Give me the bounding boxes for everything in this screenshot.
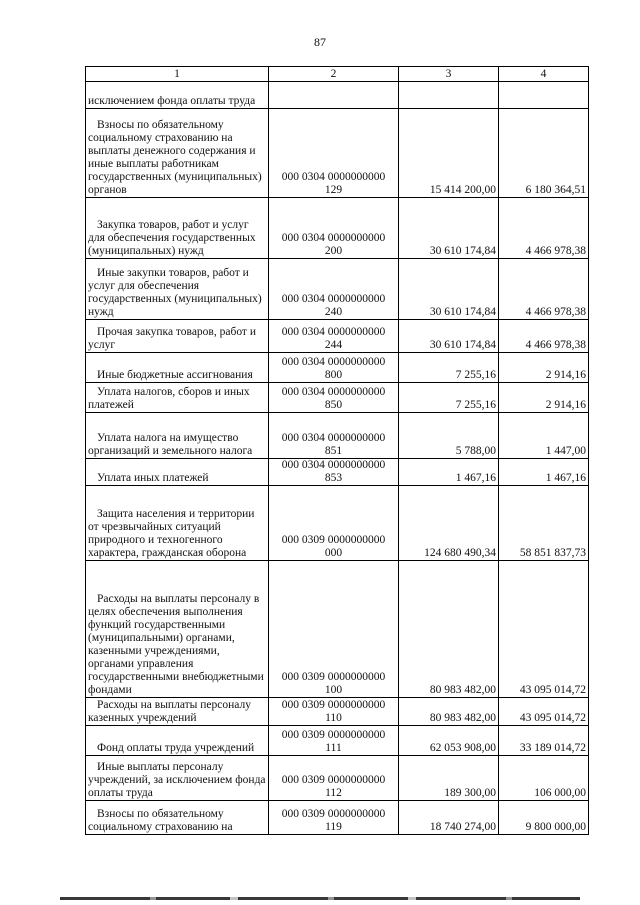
- code-prefix: 000 0309 0000000000: [281, 699, 386, 711]
- code-suffix: 000: [324, 547, 343, 559]
- row-code: [269, 801, 399, 835]
- code-prefix: 000 0309 0000000000: [281, 774, 386, 786]
- row-code: [269, 383, 399, 413]
- row-name: Уплата налогов, сборов и иных платежей: [86, 383, 269, 413]
- row-value-col4: 4 466 978,38: [499, 320, 589, 353]
- table-row: [86, 756, 589, 801]
- row-value-col3: 1 467,16: [399, 459, 499, 486]
- table-row: [86, 259, 589, 320]
- code-suffix: 100: [324, 684, 343, 696]
- row-name: Иные закупки товаров, работ и услуг для обеспечения государственных (муниципальных) нужд: [86, 259, 269, 320]
- row-value-col3: 124 680 490,34: [399, 486, 499, 561]
- row-code: [269, 259, 399, 320]
- row-code: [269, 726, 399, 756]
- row-code: [269, 698, 399, 726]
- row-value-col3: 18 740 274,00: [399, 801, 499, 835]
- row-value-col3: 189 300,00: [399, 756, 499, 801]
- code-suffix: 110: [325, 712, 342, 724]
- row-value-col4: 2 914,16: [499, 383, 589, 413]
- row-name: Иные бюджетные ассигнования: [86, 353, 269, 383]
- table-row: [86, 801, 589, 835]
- table-row: [86, 320, 589, 353]
- row-code: [269, 353, 399, 383]
- code-prefix: 000 0304 0000000000: [281, 293, 386, 305]
- code-prefix: 000 0304 0000000000: [281, 386, 386, 398]
- code-prefix: 000 0304 0000000000: [281, 432, 386, 444]
- row-value-col4: 43 095 014,72: [499, 561, 589, 698]
- code-suffix: 112: [325, 787, 342, 799]
- code-prefix: 000 0304 0000000000: [281, 232, 386, 244]
- row-name: Уплата налога на имущество организаций и земельного налога: [86, 413, 269, 459]
- page-number: 87: [314, 35, 326, 49]
- row-value-col4: 106 000,00: [499, 756, 589, 801]
- table-row: [86, 726, 589, 756]
- code-suffix: 111: [325, 742, 342, 754]
- row-value-col4: [499, 82, 589, 109]
- column-header: 3: [399, 67, 499, 82]
- row-value-col4: 58 851 837,73: [499, 486, 589, 561]
- row-value-col4: 9 800 000,00: [499, 801, 589, 835]
- row-value-col4: 33 189 014,72: [499, 726, 589, 756]
- code-suffix: 129: [324, 184, 343, 196]
- row-name: Защита населения и территории от чрезвычайных ситуаций природного и техногенного характера, гражданская оборона: [86, 486, 269, 561]
- table-row: [86, 109, 589, 198]
- row-value-col4: 2 914,16: [499, 353, 589, 383]
- row-name: Взносы по обязательному социальному страхованию на: [86, 801, 269, 835]
- code-prefix: 000 0309 0000000000: [281, 808, 386, 820]
- code-suffix: 119: [325, 821, 342, 833]
- code-suffix: 800: [324, 369, 343, 381]
- row-value-col4: 6 180 364,51: [499, 109, 589, 198]
- code-prefix: 000 0309 0000000000: [281, 534, 386, 546]
- row-code: [269, 486, 399, 561]
- row-value-col3: 80 983 482,00: [399, 561, 499, 698]
- row-value-col3: [399, 82, 499, 109]
- row-value-col4: 43 095 014,72: [499, 698, 589, 726]
- row-value-col3: 30 610 174,84: [399, 259, 499, 320]
- scan-edge-line: [60, 897, 580, 900]
- table-row: [86, 82, 589, 109]
- code-suffix: 850: [324, 399, 343, 411]
- column-header: 4: [499, 67, 589, 82]
- table-row: [86, 413, 589, 459]
- row-name: исключением фонда оплаты труда: [86, 82, 269, 109]
- row-value-col4: 1 447,00: [499, 413, 589, 459]
- row-value-col3: 7 255,16: [399, 383, 499, 413]
- row-name: Закупка товаров, работ и услуг для обеспечения государственных (муниципальных) нужд: [86, 198, 269, 259]
- row-value-col4: 4 466 978,38: [499, 259, 589, 320]
- row-name: Расходы на выплаты персоналу казенных учреждений: [86, 698, 269, 726]
- code-prefix: 000 0309 0000000000: [281, 729, 386, 741]
- row-code: [269, 413, 399, 459]
- row-code: [269, 561, 399, 698]
- row-name: Уплата иных платежей: [86, 459, 269, 486]
- column-header: 1: [86, 67, 269, 82]
- table-row: [86, 459, 589, 486]
- table-row: [86, 698, 589, 726]
- code-suffix: 244: [324, 339, 343, 351]
- code-suffix: 240: [324, 306, 343, 318]
- row-value-col3: 30 610 174,84: [399, 198, 499, 259]
- code-suffix: 851: [324, 445, 343, 457]
- code-prefix: 000 0309 0000000000: [281, 671, 386, 683]
- row-value-col3: 80 983 482,00: [399, 698, 499, 726]
- row-code: [269, 109, 399, 198]
- row-value-col3: 30 610 174,84: [399, 320, 499, 353]
- row-value-col4: 4 466 978,38: [499, 198, 589, 259]
- table-row: [86, 353, 589, 383]
- table-row: [86, 198, 589, 259]
- row-value-col3: 7 255,16: [399, 353, 499, 383]
- row-name: Прочая закупка товаров, работ и услуг: [86, 320, 269, 353]
- row-value-col4: 1 467,16: [499, 459, 589, 486]
- row-value-col3: 15 414 200,00: [399, 109, 499, 198]
- row-code: [269, 82, 399, 109]
- row-value-col3: 5 788,00: [399, 413, 499, 459]
- code-prefix: 000 0304 0000000000: [281, 171, 386, 183]
- code-prefix: 000 0304 0000000000: [281, 459, 386, 471]
- row-name: Иные выплаты персоналу учреждений, за исключением фонда оплаты труда: [86, 756, 269, 801]
- row-code: [269, 320, 399, 353]
- table-header-row: [86, 67, 589, 82]
- table-row: [86, 561, 589, 698]
- row-code: [269, 198, 399, 259]
- row-name: Расходы на выплаты персоналу в целях обеспечения выполнения функций государственными (муниципальными) органами, казенными учреждениями, органами управления государственными внебюджетными фондами: [86, 561, 269, 698]
- budget-table: [85, 66, 589, 835]
- table-row: [86, 486, 589, 561]
- code-suffix: 853: [324, 472, 343, 484]
- row-code: [269, 756, 399, 801]
- row-name: Взносы по обязательному социальному страхованию на выплаты денежного содержания и иные выплаты работникам государственных (муниципальных) органов: [86, 109, 269, 198]
- column-header: 2: [269, 67, 399, 82]
- table-row: [86, 383, 589, 413]
- row-name: Фонд оплаты труда учреждений: [86, 726, 269, 756]
- code-suffix: 200: [324, 245, 343, 257]
- code-prefix: 000 0304 0000000000: [281, 326, 386, 338]
- row-code: [269, 459, 399, 486]
- code-prefix: 000 0304 0000000000: [281, 356, 386, 368]
- row-value-col3: 62 053 908,00: [399, 726, 499, 756]
